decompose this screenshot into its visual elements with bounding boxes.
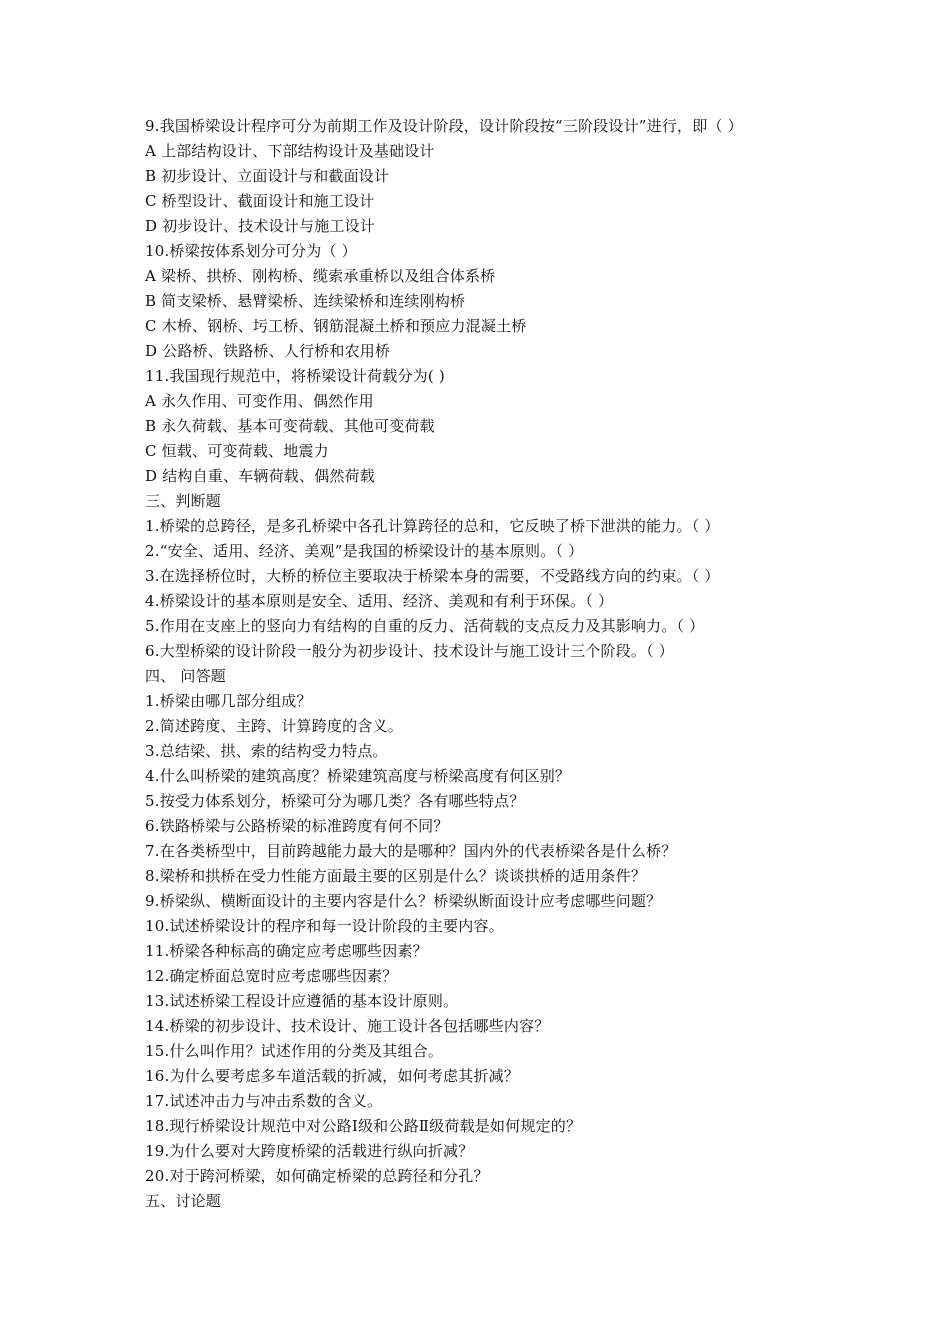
qa-item-7: 7.在各类桥型中，目前跨越能力最大的是哪种？国内外的代表桥梁各是什么桥？ <box>145 842 677 860</box>
section-heading-qa: 四、 问答题 <box>145 667 226 685</box>
q10-option-a: A 梁桥、拱桥、刚构桥、缆索承重桥以及组合体系桥 <box>145 267 496 285</box>
judgement-item-1: 1.桥梁的总跨径，是多孔桥梁中各孔计算跨径的总和，它反映了桥下泄洪的能力。（ ） <box>145 517 720 535</box>
q10-option-b: B 简支梁桥、悬臂梁桥、连续梁桥和连续刚构桥 <box>145 292 466 310</box>
qa-item-13: 13.试述桥梁工程设计应遵循的基本设计原则。 <box>145 992 459 1010</box>
q10-option-d: D 公路桥、铁路桥、人行桥和农用桥 <box>145 342 391 360</box>
qa-item-2: 2.简述跨度、主跨、计算跨度的含义。 <box>145 717 403 735</box>
qa-item-12: 12.确定桥面总宽时应考虑哪些因素？ <box>145 967 398 985</box>
q9-option-d: D 初步设计、技术设计与施工设计 <box>145 217 375 235</box>
qa-item-3: 3.总结梁、拱、索的结构受力特点。 <box>145 742 388 760</box>
qa-item-20: 20.对于跨河桥梁，如何确定桥梁的总跨径和分孔？ <box>145 1167 489 1185</box>
qa-item-14: 14.桥梁的初步设计、技术设计、施工设计各包括哪些内容？ <box>145 1017 550 1035</box>
qa-item-8: 8.梁桥和拱桥在受力性能方面最主要的区别是什么？谈谈拱桥的适用条件？ <box>145 867 647 885</box>
q11-option-b: B 永久荷载、基本可变荷载、其他可变荷载 <box>145 417 435 435</box>
question-10-stem: 10.桥梁按体系划分可分为（ ） <box>145 242 357 260</box>
qa-item-1: 1.桥梁由哪几部分组成？ <box>145 692 312 710</box>
section-heading-judgement: 三、判断题 <box>145 492 222 510</box>
q11-option-a: A 永久作用、可变作用、偶然作用 <box>145 392 374 410</box>
judgement-item-2: 2.“安全、适用、经济、美观”是我国的桥梁设计的基本原则。（ ） <box>145 542 584 560</box>
qa-item-17: 17.试述冲击力与冲击系数的含义。 <box>145 1092 383 1110</box>
qa-item-5: 5.按受力体系划分，桥梁可分为哪几类？各有哪些特点？ <box>145 792 525 810</box>
question-9-stem: 9.我国桥梁设计程序可分为前期工作及设计阶段，设计阶段按“三阶段设计”进行，即（ ） <box>145 117 743 135</box>
qa-item-15: 15.什么叫作用？试述作用的分类及其组合。 <box>145 1042 444 1060</box>
document-body <box>145 114 845 1214</box>
qa-item-9: 9.桥梁纵、横断面设计的主要内容是什么？桥梁纵断面设计应考虑哪些问题？ <box>145 892 662 910</box>
qa-item-19: 19.为什么要对大跨度桥梁的活载进行纵向折减？ <box>145 1142 474 1160</box>
judgement-item-6: 6.大型桥梁的设计阶段一般分为初步设计、技术设计与施工设计三个阶段。（ ） <box>145 642 674 660</box>
qa-item-6: 6.铁路桥梁与公路桥梁的标准跨度有何不同？ <box>145 817 449 835</box>
question-11-stem: 11.我国现行规范中，将桥梁设计荷载分为( ) <box>145 367 445 385</box>
section-heading-discussion: 五、讨论题 <box>145 1192 222 1210</box>
q10-option-c: C 木桥、钢桥、圬工桥、钢筋混凝土桥和预应力混凝土桥 <box>145 317 527 335</box>
qa-item-10: 10.试述桥梁设计的程序和每一设计阶段的主要内容。 <box>145 917 504 935</box>
q9-option-a: A 上部结构设计、下部结构设计及基础设计 <box>145 142 435 160</box>
qa-item-18: 18.现行桥梁设计规范中对公路Ⅰ级和公路Ⅱ级荷载是如何规定的？ <box>145 1117 582 1135</box>
qa-item-16: 16.为什么要考虑多车道活载的折减，如何考虑其折减？ <box>145 1067 520 1085</box>
judgement-item-4: 4.桥梁设计的基本原则是安全、适用、经济、美观和有利于环保。（ ） <box>145 592 614 610</box>
q9-option-b: B 初步设计、立面设计与和截面设计 <box>145 167 390 185</box>
q11-option-c: C 恒载、可变荷载、地震力 <box>145 442 329 460</box>
qa-item-11: 11.桥梁各种标高的确定应考虑哪些因素？ <box>145 942 428 960</box>
judgement-item-3: 3.在选择桥位时，大桥的桥位主要取决于桥梁本身的需要，不受路线方向的约束。（ ） <box>145 567 720 585</box>
judgement-item-5: 5.作用在支座上的竖向力有结构的自重的反力、活荷载的支点反力及其影响力。（ ） <box>145 617 705 635</box>
q11-option-d: D 结构自重、车辆荷载、偶然荷载 <box>145 467 375 485</box>
q9-option-c: C 桥型设计、截面设计和施工设计 <box>145 192 375 210</box>
qa-item-4: 4.什么叫桥梁的建筑高度？桥梁建筑高度与桥梁高度有何区别？ <box>145 767 571 785</box>
